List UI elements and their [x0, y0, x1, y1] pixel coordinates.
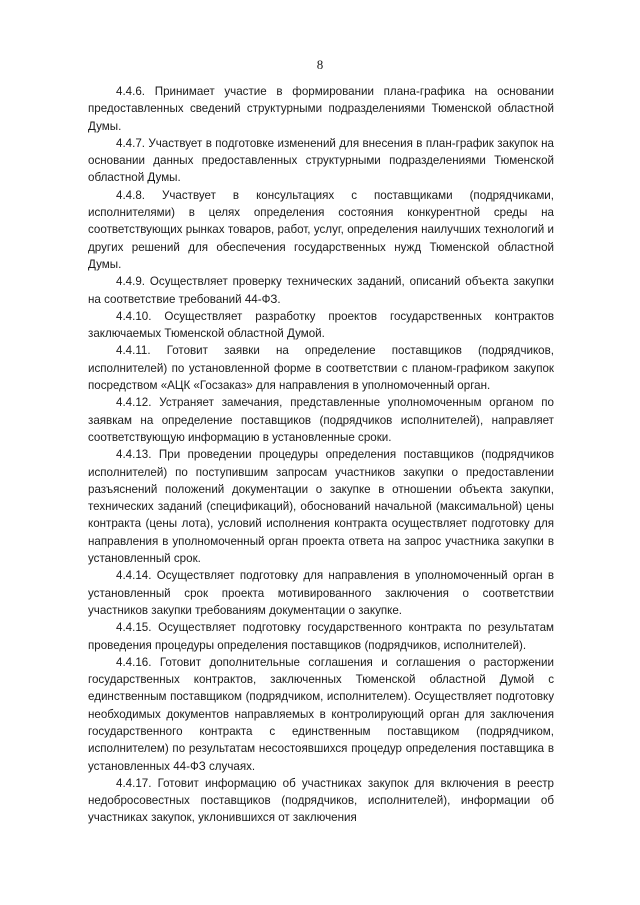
- page-number: 8: [316, 57, 324, 72]
- paragraph-4-4-13: 4.4.13. При проведении процедуры определения поставщиков (подрядчиков исполнителей) по поступившим запросам участников закупки о предоставлении разъяснений положений документации о закупке в отношении объекта закупки, технических заданий (спецификаций), обоснований начальной (максимальной) цены контракта (цены лота), условий исполнения контракта осуществляет подготовку для направления в уполномоченный орган проекта ответа на запрос участника закупки в установленный срок.: [88, 448, 554, 566]
- paragraph-4-4-11: 4.4.11. Готовит заявки на определение поставщиков (подрядчиков, исполнителей) по установленной форме в соответствии с планом-графиком закупок посредством «АЦК «Госзаказ» для направления в уполномоченный орган.: [88, 344, 554, 393]
- paragraph-4-4-14: 4.4.14. Осуществляет подготовку для направления в уполномоченный орган в установленный срок проекта мотивированного заключения о соответствии участников закупки требованиям документации о закупке.: [88, 569, 554, 617]
- paragraph-4-4-6: 4.4.6. Принимает участие в формировании плана-графика на основании предоставленных сведений структурными подразделениями Тюменской областной Думы.: [88, 85, 554, 133]
- paragraph-4-4-8: 4.4.8. Участвует в консультациях с поставщиками (подрядчиками, исполнителями) в целях определения состояния конкурентной среды на соответствующих рынках товаров, работ, услуг, определения наилучших технологий и других решений для обеспечения государственных нужд Тюменской областной Думы.: [88, 188, 554, 271]
- paragraph-4-4-16: 4.4.16. Готовит дополнительные соглашения и соглашения о расторжении государственных контрактов, заключенных Тюменской областной Думой с единственным поставщиком (подрядчиком, исполнителем). Осуществляет подготовку необходимых документов направляемых в контролирующий орган для заключения государственного контракта с единственным поставщиком (подрядчиком, исполнителем) по результатам несостоявшихся процедур определения поставщика в установленных 44-ФЗ случаях.: [88, 655, 554, 773]
- paragraph-4-4-10: 4.4.10. Осуществляет разработку проектов государственных контрактов заключаемых Тюменской областной Думой.: [88, 309, 554, 341]
- paragraph-4-4-9: 4.4.9. Осуществляет проверку технических заданий, описаний объекта закупки на соответствие требований 44-ФЗ.: [88, 275, 554, 306]
- paragraph-4-4-15: 4.4.15. Осуществляет подготовку государственного контракта по результатам проведения процедуры определения поставщиков (подрядчиков, исполнителей).: [88, 621, 554, 652]
- document-body: [88, 83, 554, 827]
- paragraph-4-4-12: 4.4.12. Устраняет замечания, представленные уполномоченным органом по заявкам на определение поставщиков (подрядчиков исполнителей), направляет соответствующую информацию в установленные сроки.: [88, 396, 554, 444]
- paragraph-4-4-17: 4.4.17. Готовит информацию об участниках закупок для включения в реестр недобросовестных поставщиков (подрядчиков, исполнителей), информации об участниках закупок, уклонившихся от заключения: [88, 776, 554, 825]
- paragraph-4-4-7: 4.4.7. Участвует в подготовке изменений для внесения в план-график закупок на основании данных предоставленных структурными подразделениями Тюменской областной Думы.: [88, 136, 554, 185]
